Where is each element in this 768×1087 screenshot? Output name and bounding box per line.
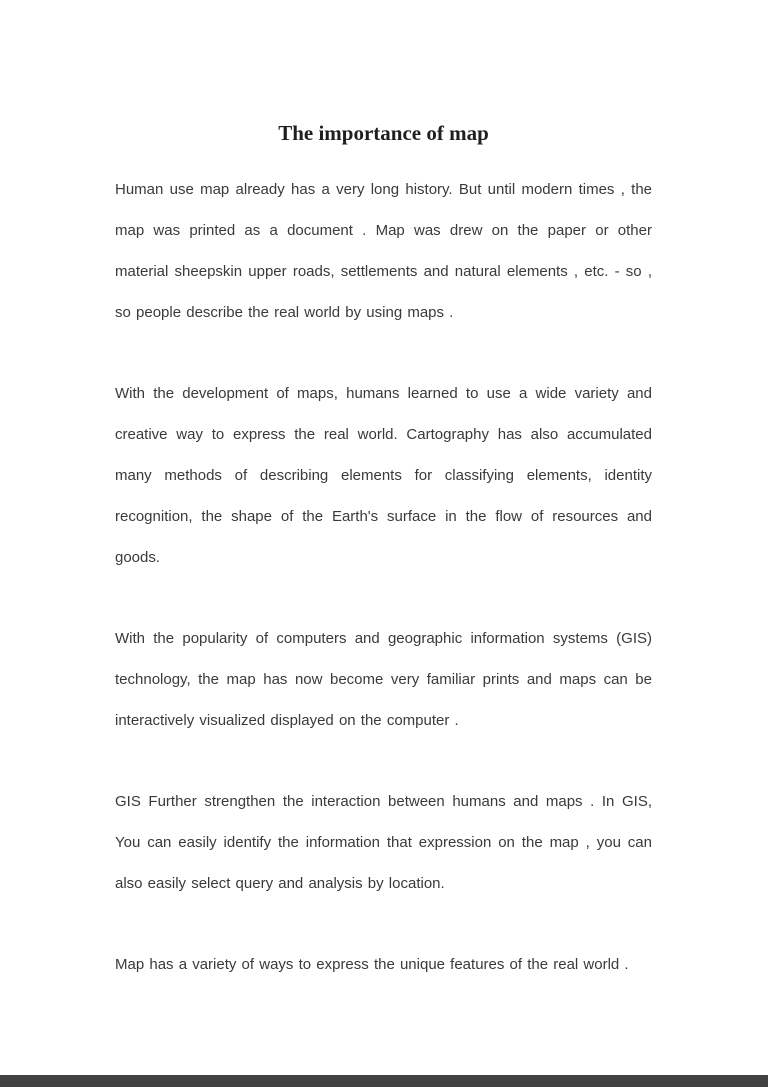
document-title: The importance of map (278, 121, 489, 145)
paragraph: GIS Further strengthen the interaction between humans and maps . In GIS, You can easily identify the information that expression on the map , you can also easily select query and analysis by location. (115, 793, 652, 892)
paragraph: With the development of maps, humans learned to use a wide variety and creative way to express the real world. Cartography has also accumulated many methods of describing elements for classifying elements, identity recognition, the shape of the Earth's surface in the flow of resources and goods. (115, 385, 652, 566)
paragraph: Map has a variety of ways to express the unique features of the real world . (115, 956, 629, 973)
paragraph: Human use map already has a very long history. But until modern times , the map was printed as a document . Map was drew on the paper or other material sheepskin upper roads, settlements and natural elements , etc. - so , so people describe the real world by using maps . (115, 181, 652, 321)
paragraph: With the popularity of computers and geographic information systems (GIS) technology, the map has now become very familiar prints and maps can be interactively visualized displayed on the computer . (115, 630, 652, 729)
bottom-bar (0, 1075, 768, 1087)
